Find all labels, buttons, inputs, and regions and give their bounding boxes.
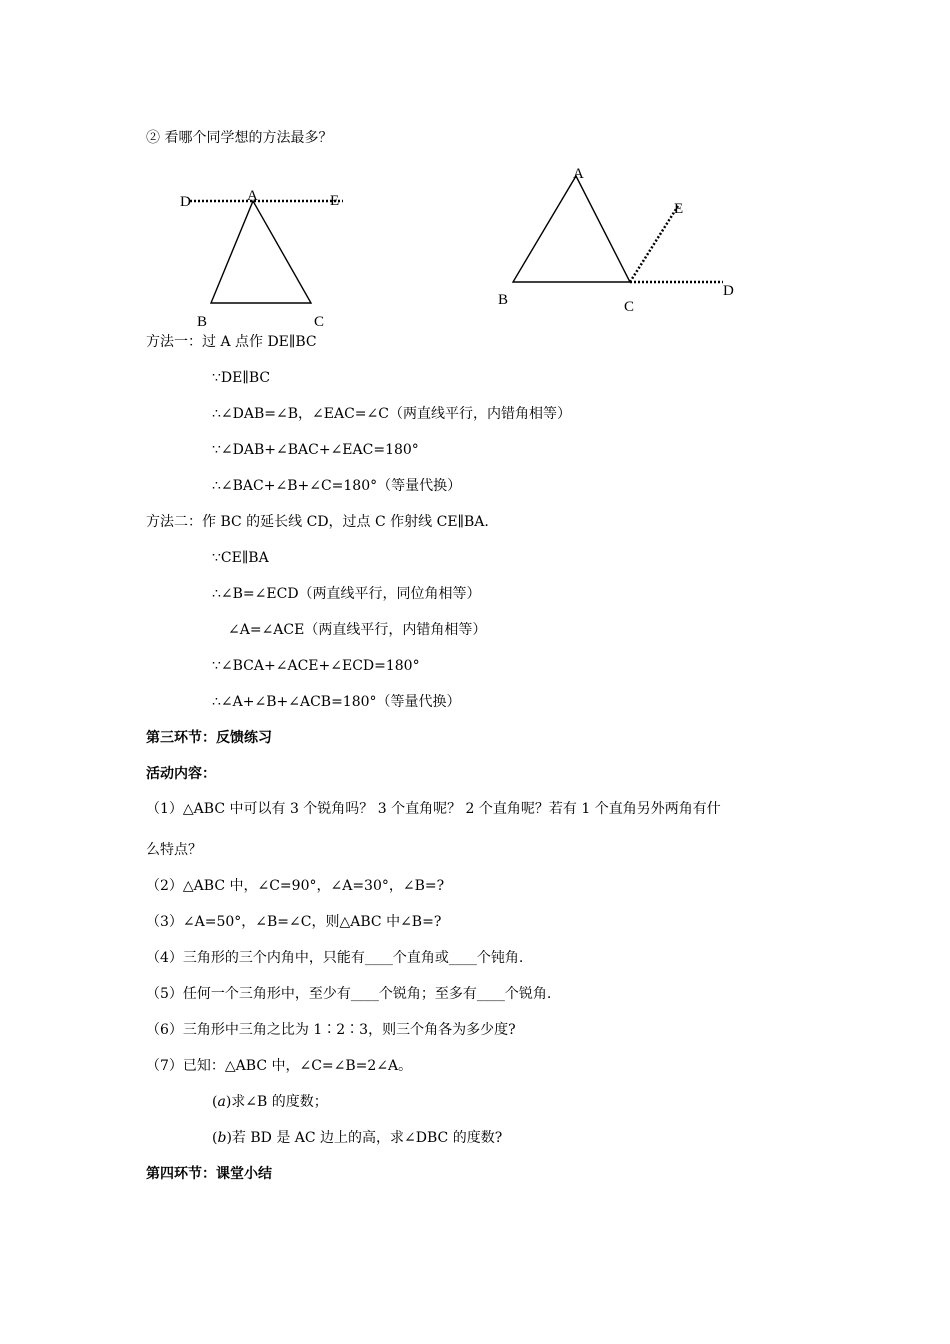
fig1-label-E: E <box>330 193 340 209</box>
method1-line4: ∴∠BAC+∠B+∠C=180°（等量代换） <box>212 478 462 494</box>
fig1-label-A: A <box>247 188 258 204</box>
method1-title: 方法一：过 A 点作 DE∥BC <box>146 334 317 350</box>
fig2-label-E: E <box>674 201 684 217</box>
ray-CE <box>630 206 678 282</box>
figure-1 <box>190 201 343 303</box>
method2-line1: ∵CE∥BA <box>212 550 269 566</box>
method2-line5: ∴∠A+∠B+∠ACB=180°（等量代换） <box>212 694 461 710</box>
triangle-ABC-1 <box>211 201 311 303</box>
activity-heading: 活动内容： <box>146 766 216 782</box>
intro-question: ② 看哪个同学想的方法最多？ <box>146 130 333 146</box>
fig2-label-D: D <box>723 283 734 299</box>
fig2-label-B: B <box>498 292 509 308</box>
fig2-label-C: C <box>624 299 635 315</box>
question-3: （3）∠A=50°，∠B=∠C，则△ABC 中∠B=? <box>146 914 442 930</box>
fig1-label-B: B <box>197 314 208 330</box>
q7a-mark: a <box>217 1094 226 1110</box>
method1-line2: ∴∠DAB=∠B，∠EAC=∠C（两直线平行，内错角相等） <box>212 406 571 422</box>
section4-heading: 第四环节：课堂小结 <box>146 1166 272 1182</box>
method1-line1: ∵DE∥BC <box>212 370 271 386</box>
method1-line3: ∵∠DAB+∠BAC+∠EAC=180° <box>212 442 419 458</box>
section3-heading: 第三环节：反馈练习 <box>146 730 272 746</box>
question-6: （6）三角形中三角之比为 1∶2∶3，则三个角各为多少度? <box>146 1022 516 1038</box>
method2-line4: ∵∠BCA+∠ACE+∠ECD=180° <box>212 658 420 674</box>
question-7a: (a)求∠B 的度数； <box>212 1094 328 1110</box>
fig1-label-D: D <box>180 194 191 210</box>
figure-2 <box>513 176 723 282</box>
question-2: （2）△ABC 中，∠C=90°，∠A=30°，∠B=? <box>146 878 445 894</box>
question-4: （4）三角形的三个内角中，只能有____个直角或____个钝角. <box>146 950 524 966</box>
question-1-line1: （1）△ABC 中可以有 3 个锐角吗？ 3 个直角呢？ 2 个直角呢？若有 1 个直角另外两角有什 <box>146 801 721 817</box>
q7b-mark: b <box>217 1130 227 1146</box>
question-7: （7）已知：△ABC 中，∠C=∠B=2∠A。 <box>146 1058 413 1074</box>
method2-line3: ∠A=∠ACE（两直线平行，内错角相等） <box>228 622 487 638</box>
question-7b: (b)若 BD 是 AC 边上的高，求∠DBC 的度数? <box>212 1130 503 1146</box>
triangle-ABC-2 <box>513 176 630 282</box>
question-1-line2: 么特点？ <box>146 842 202 858</box>
method2-line2: ∴∠B=∠ECD（两直线平行，同位角相等） <box>212 586 481 602</box>
figures-canvas <box>0 0 950 340</box>
q7b-text: 若 BD 是 AC 边上的高，求∠DBC 的度数? <box>231 1130 503 1146</box>
method2-title: 方法二：作 BC 的延长线 CD，过点 C 作射线 CE∥BA. <box>146 514 489 530</box>
fig2-label-A: A <box>573 166 584 182</box>
fig1-label-C: C <box>314 314 325 330</box>
q7a-text: 求∠B 的度数； <box>231 1094 328 1110</box>
question-5: （5）任何一个三角形中，至少有____个锐角；至多有____个锐角. <box>146 986 552 1002</box>
